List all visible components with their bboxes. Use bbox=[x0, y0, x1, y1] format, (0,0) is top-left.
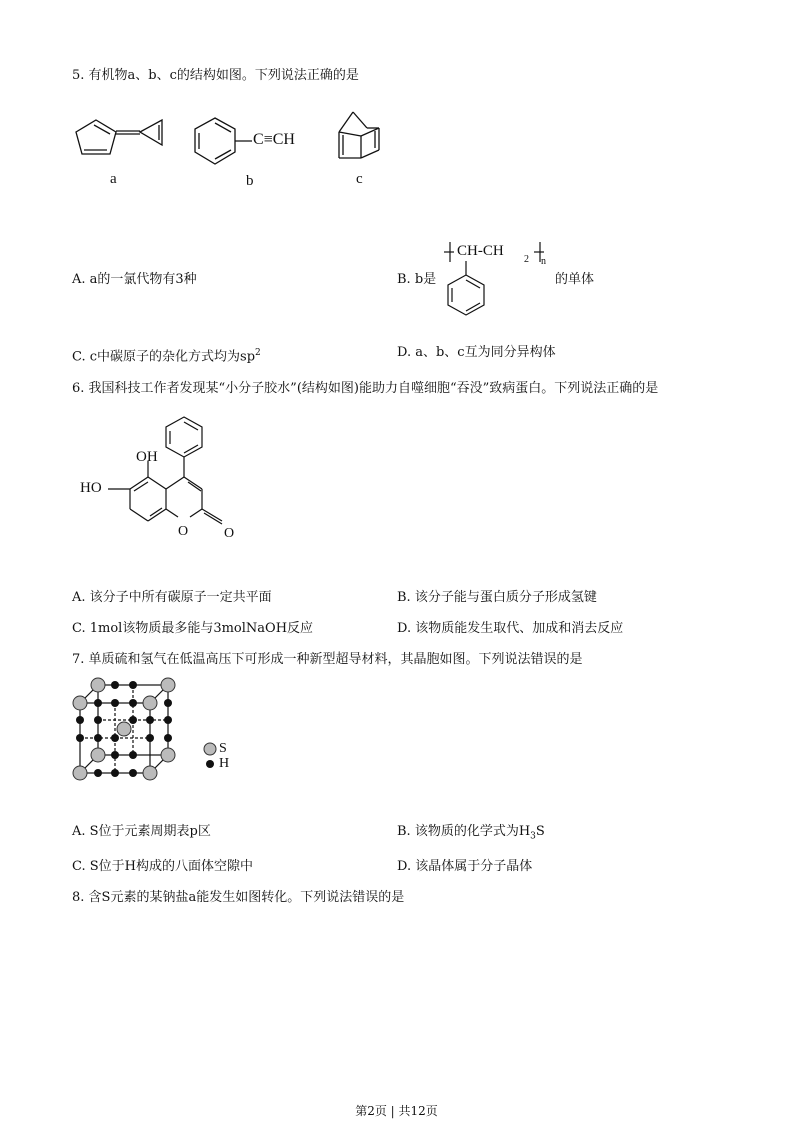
q6-carbonyl-o-label: O bbox=[224, 526, 235, 541]
q5-option-c: C. c中碳原子的杂化方式均为$sp^2$ bbox=[72, 348, 261, 365]
q7-option-d: D. 该晶体属于分子晶体 bbox=[397, 859, 533, 874]
q7-legend-h-label: H bbox=[219, 756, 230, 771]
q5-option-b-suffix: 的单体 bbox=[555, 272, 595, 287]
q7-stem: 7. 单质硫和氢气在低温高压下可形成一种新型超导材料，其晶胞如图。下列说法错误的是 bbox=[72, 652, 583, 667]
q5-label-a: a bbox=[110, 171, 117, 187]
q6-ring-o-label: O bbox=[178, 524, 189, 539]
q5-option-b-prefix: B. b是 bbox=[397, 272, 437, 287]
q6-option-b: B. 该分子能与蛋白质分子形成氢键 bbox=[397, 590, 597, 605]
q8-stem: 8. 含S元素的某钠盐a能发生如图转化。下列说法错误的是 bbox=[72, 890, 405, 905]
q5-molecule-c bbox=[333, 106, 393, 166]
q7-option-b: B. 该物质的化学式为$H_3S$ bbox=[397, 824, 545, 842]
q5-stem: 5. 有机物a、b、c的结构如图。下列说法正确的是 bbox=[72, 68, 359, 83]
q6-stem: 6. 我国科技工作者发现某“小分子胶水”(结构如图)能助力自噬细胞“吞没”致病蛋白。下列说法正确的是 bbox=[72, 381, 659, 396]
q7-legend-h-marker bbox=[206, 760, 218, 772]
q5-polymer-n: n bbox=[541, 256, 546, 267]
q5-polymer-formula: CH-CH bbox=[457, 243, 504, 259]
q5-label-c: c bbox=[356, 171, 363, 187]
q5-label-b: b bbox=[246, 173, 254, 189]
q5-b-formula: C≡CH bbox=[253, 131, 295, 148]
q7-legend-s-label: S bbox=[219, 741, 227, 756]
page-footer: 第2页 | 共12页 bbox=[355, 1104, 438, 1118]
q6-option-a: A. 该分子中所有碳原子一定共平面 bbox=[72, 590, 272, 605]
q6-option-c: C. 1mol该物质最多能与3molNaOH反应 bbox=[72, 621, 314, 636]
q7-crystal-cell bbox=[70, 675, 190, 785]
q7-option-c: C. S位于H构成的八面体空隙中 bbox=[72, 859, 253, 874]
q5-option-d: D. a、b、c互为同分异构体 bbox=[397, 345, 556, 360]
q7-option-a: A. S位于元素周期表p区 bbox=[72, 824, 211, 839]
q5-polymer-sub: 2 bbox=[524, 254, 529, 265]
q6-oh-label: OH bbox=[136, 449, 158, 465]
q5-molecule-a bbox=[68, 112, 178, 172]
q5-option-a: A. a的一氯代物有3种 bbox=[72, 272, 197, 287]
q6-option-d: D. 该物质能发生取代、加成和消去反应 bbox=[397, 621, 624, 636]
q7-legend-s-marker bbox=[203, 742, 219, 758]
q6-ho-label: HO bbox=[80, 480, 102, 496]
